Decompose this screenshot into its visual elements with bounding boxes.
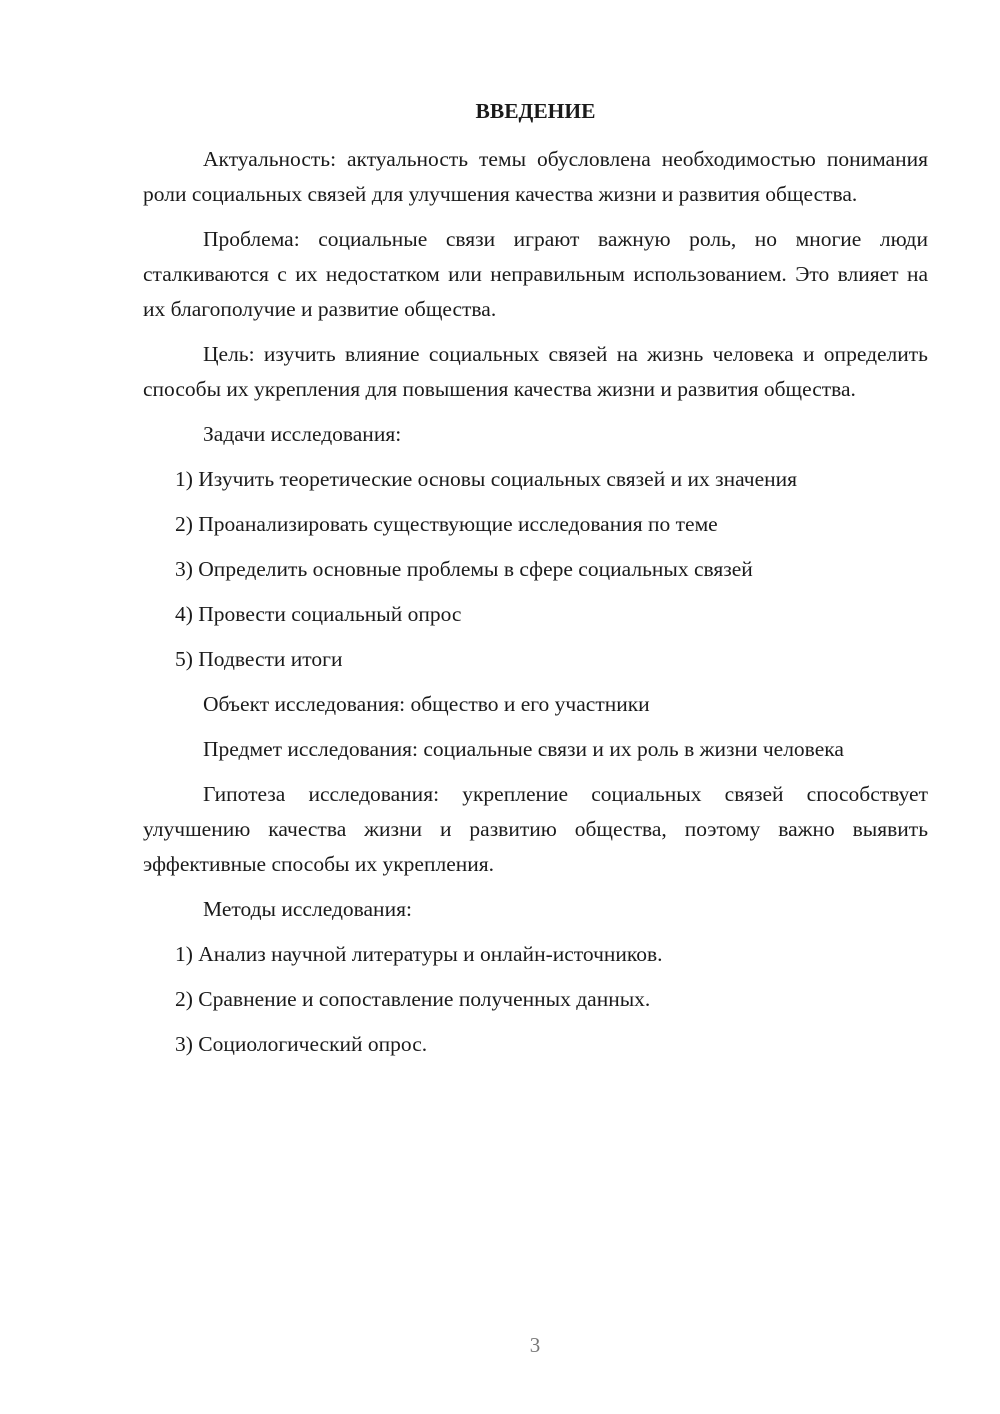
method-item: 2) Сравнение и сопоставление полученных данных. <box>175 987 651 1011</box>
object-paragraph: Объект исследования: общество и его участники <box>203 692 650 716</box>
hypothesis-paragraph: Гипотеза исследования: укрепление социальных связей способствует улучшению качества жизни и развитию общества, поэтому важно выявить эффективные способы их укрепления. <box>143 782 928 876</box>
task-item: 1) Изучить теоретические основы социальных связей и их значения <box>175 467 798 491</box>
methods-heading: Методы исследования: <box>203 897 412 921</box>
section-heading: ВВЕДЕНИЕ <box>475 99 596 123</box>
subject-paragraph: Предмет исследования: социальные связи и их роль в жизни человека <box>203 737 844 761</box>
page-number: 3 <box>529 1333 541 1357</box>
task-item: 5) Подвести итоги <box>175 647 343 671</box>
task-item: 4) Провести социальный опрос <box>175 602 462 626</box>
method-item: 3) Социологический опрос. <box>175 1032 428 1056</box>
method-item: 1) Анализ научной литературы и онлайн-источников. <box>175 942 663 966</box>
page-content <box>143 96 928 1072</box>
task-item: 3) Определить основные проблемы в сфере социальных связей <box>175 557 753 581</box>
goal-paragraph: Цель: изучить влияние социальных связей на жизнь человека и определить способы их укрепления для повышения качества жизни и развития общества. <box>143 342 928 401</box>
problem-paragraph: Проблема: социальные связи играют важную роль, но многие люди сталкиваются с их недостатком или неправильным использованием. Это влияет на их благополучие и развитие общества. <box>143 227 928 321</box>
relevance-paragraph: Актуальность: актуальность темы обусловлена необходимостью понимания роли социальных связей для улучшения качества жизни и развития общества. <box>143 147 928 206</box>
tasks-heading: Задачи исследования: <box>203 422 402 446</box>
task-item: 2) Проанализировать существующие исследования по теме <box>175 512 718 536</box>
